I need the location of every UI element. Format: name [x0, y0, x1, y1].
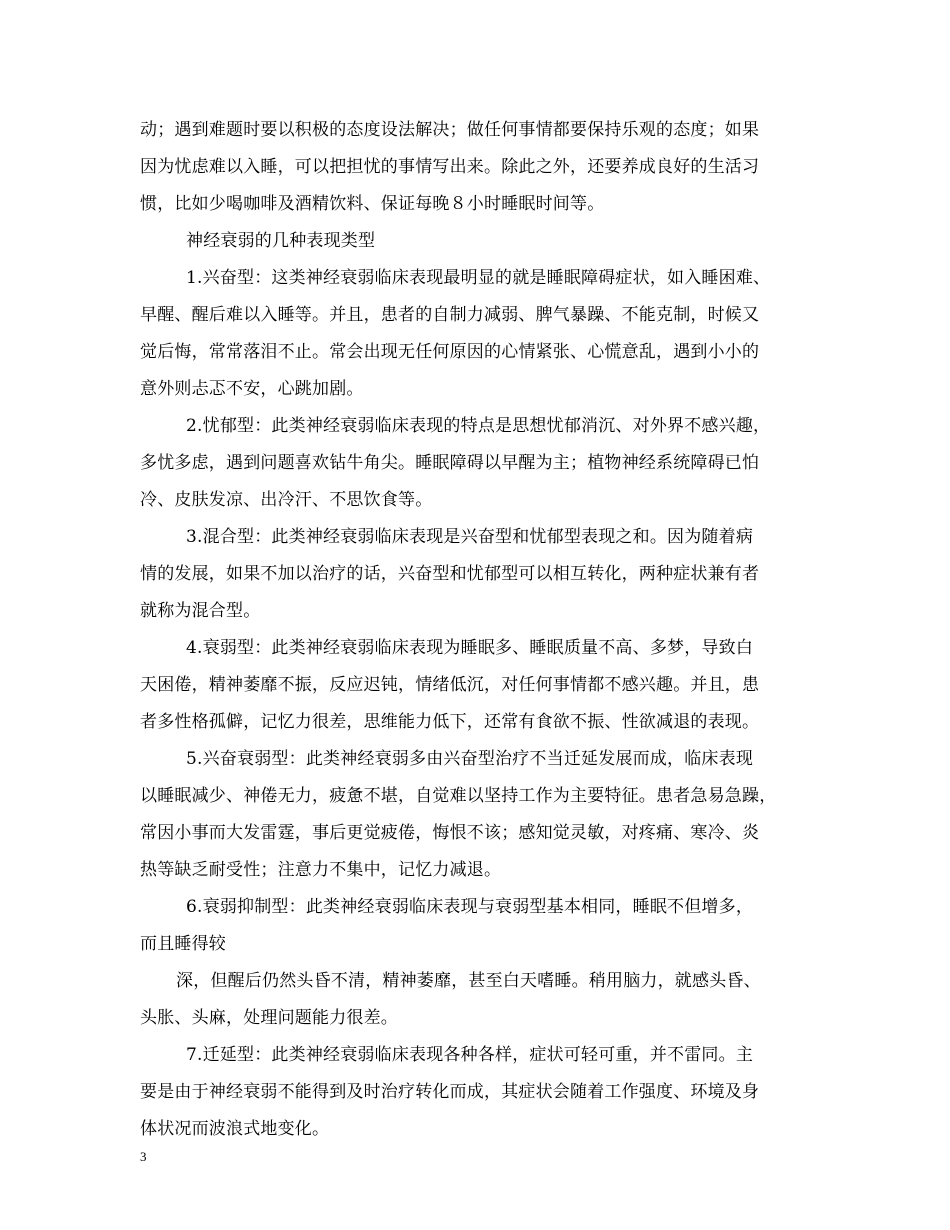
text-line: 早醒、醒后难以入睡等。并且，患者的自制力减弱、脾气暴躁、不能克制，时候又 [140, 305, 760, 325]
text-line: 5.兴奋衰弱型：此类神经衰弱多由兴奋型治疗不当迁延发展而成，临床表现 [186, 749, 754, 769]
text-line: 而且睡得较 [140, 934, 226, 954]
text-line: 因为忧虑难以入睡，可以把担忧的事情写出来。除此之外，还要养成良好的生活习 [140, 157, 760, 177]
text-line: 惯，比如少喝咖啡及酒精饮料、保证每晚８小时睡眠时间等。 [140, 194, 605, 214]
text-line: 意外则忐忑不安，心跳加剧。 [140, 379, 364, 399]
text-line: 情的发展，如果不加以治疗的话，兴奋型和忧郁型可以相互转化，两种症状兼有者 [140, 564, 760, 584]
text-line: 就称为混合型。 [140, 601, 261, 621]
text-line: 热等缺乏耐受性；注意力不集中，记忆力减退。 [140, 860, 502, 880]
text-line: 7.迁延型：此类神经衰弱临床表现各种各样，症状可轻可重，并不雷同。主 [186, 1045, 754, 1065]
text-line: 要是由于神经衰弱不能得到及时治疗转化而成，其症状会随着工作强度、环境及身 [140, 1082, 760, 1102]
text-line: 深，但醒后仍然头昏不清，精神萎靡，甚至白天嗜睡。稍用脑力，就感头昏、 [176, 971, 761, 991]
text-line: 多忧多虑，遇到问题喜欢钻牛角尖。睡眠障碍以早醒为主；植物神经系统障碍已怕 [140, 453, 760, 473]
text-line: 3.混合型：此类神经衰弱临床表现是兴奋型和忧郁型表现之和。因为随着病 [186, 527, 754, 547]
text-line: 以睡眠减少、神倦无力，疲惫不堪，自觉难以坚持工作为主要特征。患者急易急躁， [140, 786, 777, 806]
text-line: 冷、皮肤发凉、出冷汗、不思饮食等。 [140, 490, 433, 510]
text-line: 6.衰弱抑制型：此类神经衰弱临床表现与衰弱型基本相同，睡眠不但增多， [186, 897, 754, 917]
page-number: 3 [140, 1149, 147, 1164]
text-line: 常因小事而大发雷霆，事后更觉疲倦，悔恨不该；感知觉灵敏，对疼痛、寒冷、炎 [140, 823, 760, 843]
section-heading: 神经衰弱的几种表现类型 [186, 231, 376, 251]
text-line: 觉后悔，常常落泪不止。常会出现无任何原因的心情紧张、心慌意乱，遇到小小的 [140, 342, 760, 362]
text-line: 2.忧郁型：此类神经衰弱临床表现的特点是思想忧郁消沉、对外界不感兴趣， [186, 416, 771, 436]
text-line: 者多性格孤僻，记忆力很差，思维能力低下，还常有食欲不振、性欲减退的表现。 [140, 712, 760, 732]
text-line: 天困倦，精神萎靡不振，反应迟钝，情绪低沉，对任何事情都不感兴趣。并且，患 [140, 675, 760, 695]
text-line: 头胀、头麻，处理问题能力很差。 [140, 1008, 398, 1028]
text-line: 动；遇到难题时要以积极的态度设法解决；做任何事情都要保持乐观的态度；如果 [140, 120, 760, 140]
text-line: 4.衰弱型：此类神经衰弱临床表现为睡眠多、睡眠质量不高、多梦，导致白 [186, 638, 754, 658]
text-line: 1.兴奋型：这类神经衰弱临床表现最明显的就是睡眠障碍症状，如入睡困难、 [186, 268, 771, 288]
text-line: 体状况而波浪式地变化。 [140, 1119, 330, 1139]
